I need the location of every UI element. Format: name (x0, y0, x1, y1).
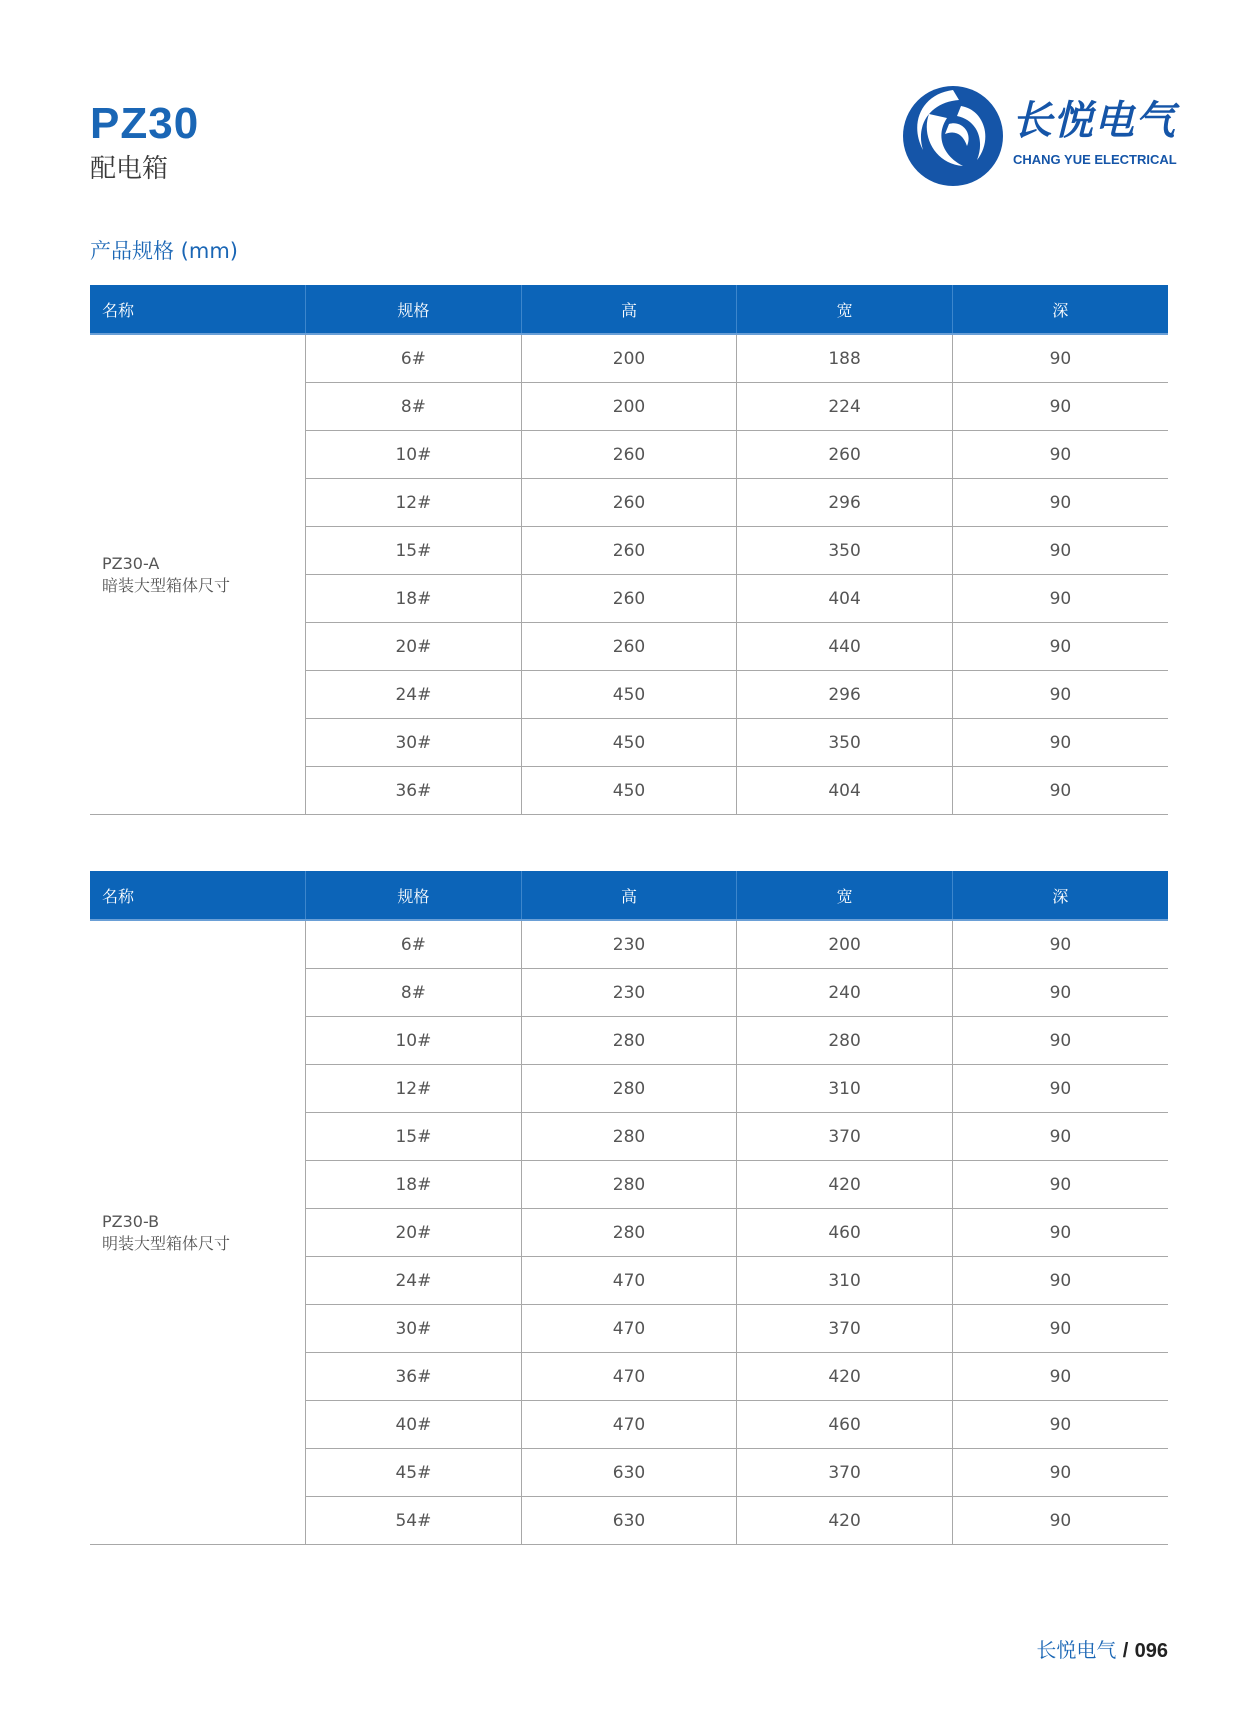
spec-cell: 40# (306, 1401, 522, 1449)
spec-cell: 54# (306, 1497, 522, 1545)
table-row (90, 920, 1168, 969)
product-description: 明装大型箱体尺寸 (102, 1233, 231, 1253)
column-header-spec: 规格 (306, 285, 522, 334)
depth-cell: 90 (952, 767, 1168, 815)
width-cell: 188 (737, 334, 953, 383)
column-header-height: 高 (521, 285, 737, 334)
depth-cell: 90 (952, 575, 1168, 623)
height-cell: 280 (521, 1065, 737, 1113)
page-number: 096 (1134, 1640, 1168, 1662)
depth-cell: 90 (952, 1353, 1168, 1401)
width-cell: 240 (737, 969, 953, 1017)
table-row (90, 334, 1168, 383)
width-cell: 404 (737, 575, 953, 623)
spec-cell: 18# (306, 1161, 522, 1209)
spec-cell: 10# (306, 1017, 522, 1065)
logo-chinese-name: 长悦电气 (1012, 98, 1176, 144)
spec-cell: 18# (306, 575, 522, 623)
depth-cell: 90 (952, 623, 1168, 671)
column-header-spec: 规格 (306, 871, 522, 920)
column-header-height: 高 (521, 871, 737, 920)
logo-english-name: CHANG YUE ELECTRICAL (1013, 152, 1177, 167)
footer-brand: 长悦电气 (1036, 1638, 1117, 1662)
column-header-name: 名称 (90, 871, 306, 920)
spec-cell: 36# (306, 767, 522, 815)
depth-cell: 90 (952, 1401, 1168, 1449)
width-cell: 440 (737, 623, 953, 671)
product-name-cell (90, 334, 306, 815)
product-description: 暗装大型箱体尺寸 (102, 575, 231, 595)
height-cell: 200 (521, 383, 737, 431)
spec-cell: 45# (306, 1449, 522, 1497)
spec-cell: 24# (306, 671, 522, 719)
width-cell: 370 (737, 1113, 953, 1161)
depth-cell: 90 (952, 1497, 1168, 1545)
product-model: PZ30-B (102, 1211, 160, 1231)
height-cell: 470 (521, 1401, 737, 1449)
depth-cell: 90 (952, 1305, 1168, 1353)
spec-cell: 30# (306, 1305, 522, 1353)
spec-cell: 24# (306, 1257, 522, 1305)
width-cell: 260 (737, 431, 953, 479)
height-cell: 260 (521, 479, 737, 527)
height-cell: 280 (521, 1113, 737, 1161)
height-cell: 470 (521, 1257, 737, 1305)
width-cell: 370 (737, 1305, 953, 1353)
page-subtitle: 配电箱 (90, 154, 169, 184)
page-title: PZ30 (90, 99, 200, 148)
column-header-name: 名称 (90, 285, 306, 334)
spec-cell: 30# (306, 719, 522, 767)
width-cell: 420 (737, 1353, 953, 1401)
spec-cell: 12# (306, 479, 522, 527)
depth-cell: 90 (952, 719, 1168, 767)
depth-cell: 90 (952, 920, 1168, 969)
width-cell: 350 (737, 719, 953, 767)
depth-cell: 90 (952, 1017, 1168, 1065)
column-header-width: 宽 (737, 285, 953, 334)
footer-separator: / (1122, 1640, 1129, 1662)
width-cell: 200 (737, 920, 953, 969)
width-cell: 350 (737, 527, 953, 575)
height-cell: 260 (521, 575, 737, 623)
height-cell: 630 (521, 1449, 737, 1497)
company-logo (901, 84, 1177, 188)
spec-cell: 20# (306, 1209, 522, 1257)
height-cell: 450 (521, 719, 737, 767)
height-cell: 450 (521, 767, 737, 815)
height-cell: 450 (521, 671, 737, 719)
width-cell: 280 (737, 1017, 953, 1065)
spec-cell: 12# (306, 1065, 522, 1113)
column-header-depth: 深 (952, 285, 1168, 334)
width-cell: 460 (737, 1401, 953, 1449)
height-cell: 230 (521, 969, 737, 1017)
depth-cell: 90 (952, 1065, 1168, 1113)
spec-cell: 15# (306, 1113, 522, 1161)
depth-cell: 90 (952, 431, 1168, 479)
depth-cell: 90 (952, 527, 1168, 575)
depth-cell: 90 (952, 383, 1168, 431)
depth-cell: 90 (952, 1209, 1168, 1257)
column-header-depth: 深 (952, 871, 1168, 920)
depth-cell: 90 (952, 969, 1168, 1017)
width-cell: 460 (737, 1209, 953, 1257)
depth-cell: 90 (952, 1113, 1168, 1161)
spec-table-b (90, 871, 1168, 1545)
height-cell: 470 (521, 1353, 737, 1401)
depth-cell: 90 (952, 1257, 1168, 1305)
spec-cell: 6# (306, 920, 522, 969)
table-header-row (90, 285, 1168, 334)
height-cell: 260 (521, 527, 737, 575)
width-cell: 296 (737, 671, 953, 719)
width-cell: 296 (737, 479, 953, 527)
width-cell: 310 (737, 1257, 953, 1305)
spec-cell: 8# (306, 383, 522, 431)
height-cell: 630 (521, 1497, 737, 1545)
spec-cell: 15# (306, 527, 522, 575)
height-cell: 230 (521, 920, 737, 969)
height-cell: 260 (521, 623, 737, 671)
spec-cell: 20# (306, 623, 522, 671)
height-cell: 260 (521, 431, 737, 479)
width-cell: 224 (737, 383, 953, 431)
width-cell: 310 (737, 1065, 953, 1113)
section-title: 产品规格 (mm) (90, 239, 238, 263)
width-cell: 420 (737, 1497, 953, 1545)
width-cell: 370 (737, 1449, 953, 1497)
depth-cell: 90 (952, 334, 1168, 383)
width-cell: 404 (737, 767, 953, 815)
spec-cell: 36# (306, 1353, 522, 1401)
swirl-globe-logo-icon (901, 84, 1005, 188)
product-model: PZ30-A (102, 553, 160, 573)
spec-cell: 8# (306, 969, 522, 1017)
height-cell: 200 (521, 334, 737, 383)
height-cell: 280 (521, 1209, 737, 1257)
depth-cell: 90 (952, 671, 1168, 719)
spec-table-a (90, 285, 1168, 815)
height-cell: 470 (521, 1305, 737, 1353)
height-cell: 280 (521, 1161, 737, 1209)
height-cell: 280 (521, 1017, 737, 1065)
depth-cell: 90 (952, 479, 1168, 527)
width-cell: 420 (737, 1161, 953, 1209)
spec-cell: 6# (306, 334, 522, 383)
depth-cell: 90 (952, 1161, 1168, 1209)
column-header-width: 宽 (737, 871, 953, 920)
table-header-row (90, 871, 1168, 920)
spec-cell: 10# (306, 431, 522, 479)
page-footer (1036, 1636, 1168, 1665)
product-name-cell (90, 920, 306, 1545)
depth-cell: 90 (952, 1449, 1168, 1497)
